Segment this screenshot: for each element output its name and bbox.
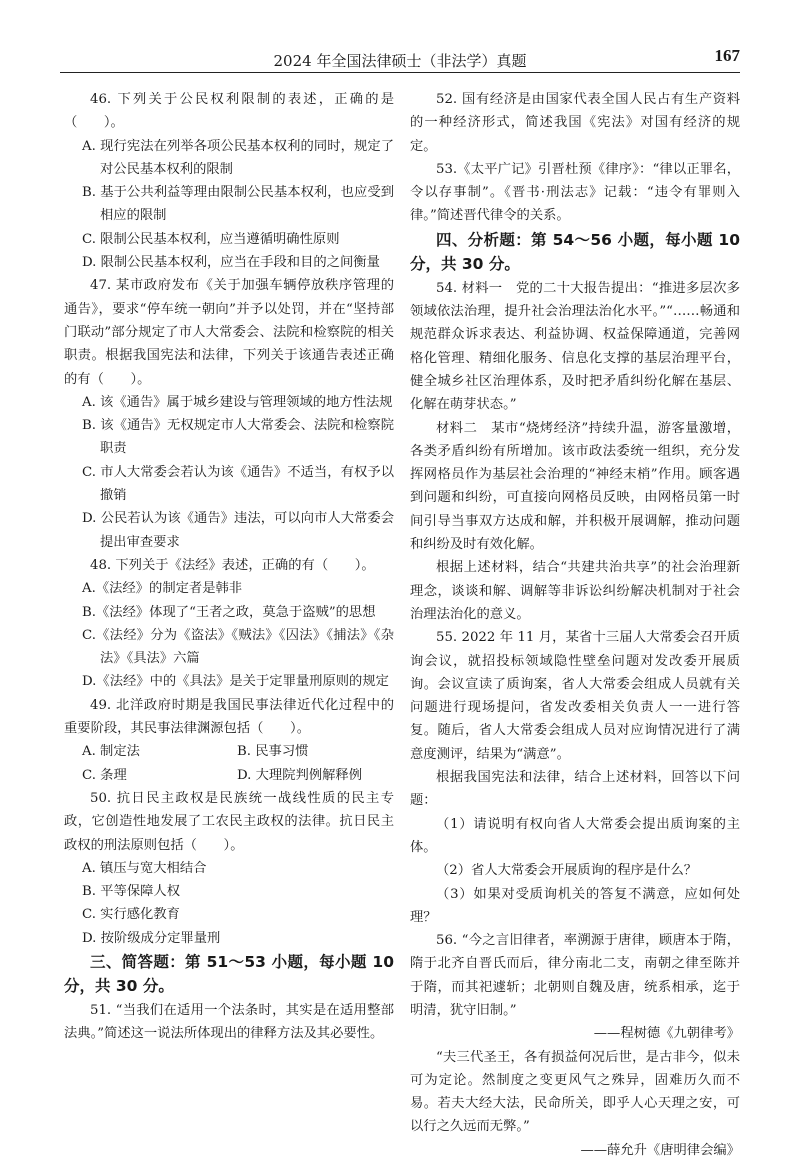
option-item: D. 按阶级成分定罪量刑 [82,930,221,946]
question-paragraph: （3）如果对受质询机关的答复不满意，应如何处理？ [410,886,740,925]
option-item: B. 该《通告》无权规定市人大常委会、法院和检察院职责 [82,418,394,457]
option-item: C. 限制公民基本权利，应当遵循明确性原则 [82,231,340,247]
option-item: B. 民事习惯 [237,744,309,760]
option-item: D. 限制公民基本权利，应当在手段和目的之间衡量 [82,255,380,271]
option-item: B. 平等保障人权 [82,884,181,900]
option-item: B. 基于公共利益等理由限制公民基本权利，也应受到相应的限制 [82,185,394,224]
option-item: A. 该《通告》属于城乡建设与管理领域的地方性法规 [82,394,393,410]
question-paragraph: （2）省人大常委会开展质询的程序是什么？ [436,863,698,879]
question-paragraph: （1）请说明有权向省人大常委会提出质询案的主体。 [410,816,740,855]
question-paragraph: 46. 下列关于公民权利限制的表述，正确的是（ ）。 [64,92,394,131]
option-item: B.《法经》体现了“王者之政，莫急于盗贼”的思想 [82,604,376,620]
question-paragraph: 56. “今之言旧律者，率溯源于唐律，顾唐本于隋，隋于北齐自晋氏而后，律分南北二支，南朝之律至陈并于隋，而其祀遽斩；北朝则自魏及唐，统系相承，迄于明清，犹守旧制。” [410,933,740,1018]
question-paragraph: 根据我国宪法和法律，结合上述材料，回答以下问题： [410,770,740,809]
option-item: A. 现行宪法在列举各项公民基本权利的同时，规定了对公民基本权利的限制 [82,138,394,177]
option-row [64,764,394,787]
option-item: D.《法经》中的《具法》是关于定罪量刑原则的规定 [82,674,389,690]
question-paragraph: 52. 国有经济是由国家代表全国人民占有生产资料的一种经济形式，简述我国《宪法》对国有经济的规定。 [410,92,740,154]
left-column [64,88,394,1046]
option-item: C. 实行感化教育 [82,907,180,923]
option-item: D. 公民若认为该《通告》违法，可以向市人大常委会提出审查要求 [82,511,394,550]
quote-source: ——程树德《九朝律考》 [593,1026,740,1042]
question-paragraph: “夫三代圣王，各有损益何况后世，是古非今，似未可为定论。然制度之变更风气之殊异，固难历久而不易。若夫大经大法，民命所关，即乎人心天理之安，可以行之久远而无弊。” [410,1049,740,1135]
option-item: A.《法经》的制定者是韩非 [82,581,243,597]
option-item: A. 制定法 [82,744,140,760]
question-paragraph: 54. 材料一 党的二十大报告提出：“推进多层次多领域依法治理，提升社会治理法治化水平。”“……畅通和规范群众诉求表达、利益协调、权益保障通道，完善网格化管理、精细化服务、信息化支撑的基层治理平台，健全城乡社区治理体系，及时把矛盾纠纷化解在基层、化解在萌芽状态。” [410,280,740,413]
question-paragraph: 55. 2022 年 11 月，某省十三届人大常委会召开质询会议，就招投标领域隐性壁垒问题对发改委开展质询。会议宣读了质询案，省人大常委会组成人员就有关问题进行现场提问，省发改委相关负责人一一进行答复。随后，省人大常委会组成人员对应询情况进行了满意度测评，结果为“满意”。 [410,630,740,762]
option-item: A. 镇压与宽大相结合 [82,860,207,876]
question-paragraph: 50. 抗日民主政权是民族统一战线性质的民主专政，它创造性地发展了工农民主政权的法律。抗日民主政权的刑法原则包括（ ）。 [64,790,394,853]
page-number: 167 [714,46,740,65]
question-paragraph: 49. 北洋政府时期是我国民事法律近代化过程中的重要阶段，其民事法律渊源包括（ ）。 [64,697,394,737]
option-item: C. 条理 [82,767,127,783]
option-item: C. 市人大常委会若认为该《通告》不适当，有权予以撤销 [82,464,394,504]
running-title: 2024 年全国法律硕士（非法学）真题 [273,52,527,70]
option-row [64,740,394,763]
question-paragraph: 47. 某市政府发布《关于加强车辆停放秩序管理的通告》，要求“停车统一朝向”并予以处罚，并在“坚持部门联动”部分规定了市人大常委会、法院和检察院的相关职责。根据我国宪法和法律，下列关于该通告表述正确的有（ ）。 [64,278,394,387]
option-item: C.《法经》分为《盗法》《贼法》《囚法》《捕法》《杂法》《具法》六篇 [82,627,394,667]
question-paragraph: 51. “当我们在适用一个法条时，其实是在适用整部法典。”简述这一说法所体现出的律释方法及其必要性。 [64,1002,394,1042]
question-paragraph: 根据上述材料，结合“共建共治共享”的社会治理新理念，谈谈和解、调解等非诉讼纠纷解决机制对于社会治理法治化的意义。 [410,560,740,622]
quote-source: ——薛允升《唐明律会编》 [580,1142,740,1158]
right-column [410,88,740,1162]
section-heading: 四、分析题：第 54～56 小题，每小题 10 分，共 30 分。 [410,230,740,274]
question-paragraph: 53.《太平广记》引晋杜预《律序》：“律以正罪名，令以存事制”。《晋书·刑法志》记载：“违令有罪则入律。”简述晋代律令的关系。 [410,161,740,224]
option-item: D. 大理院判例解释例 [237,767,363,783]
page-header [60,44,740,73]
section-heading: 三、简答题：第 51～53 小题，每小题 10 分，共 30 分。 [64,952,394,996]
question-paragraph: 材料二 某市“烧烤经济”持续升温，游客量激增，各类矛盾纠纷有所增加。该市政法委统一组织，充分发挥网格员作为基层社会治理的“神经末梢”作用。顾客遇到问题和纠纷，可直接向网格员反映，由网格员第一时间引导当事双方达成和解，并积极开展调解，推动问题和纠纷及时有效化解。 [410,420,740,553]
question-paragraph: 48. 下列关于《法经》表述，正确的有（ ）。 [90,557,375,573]
